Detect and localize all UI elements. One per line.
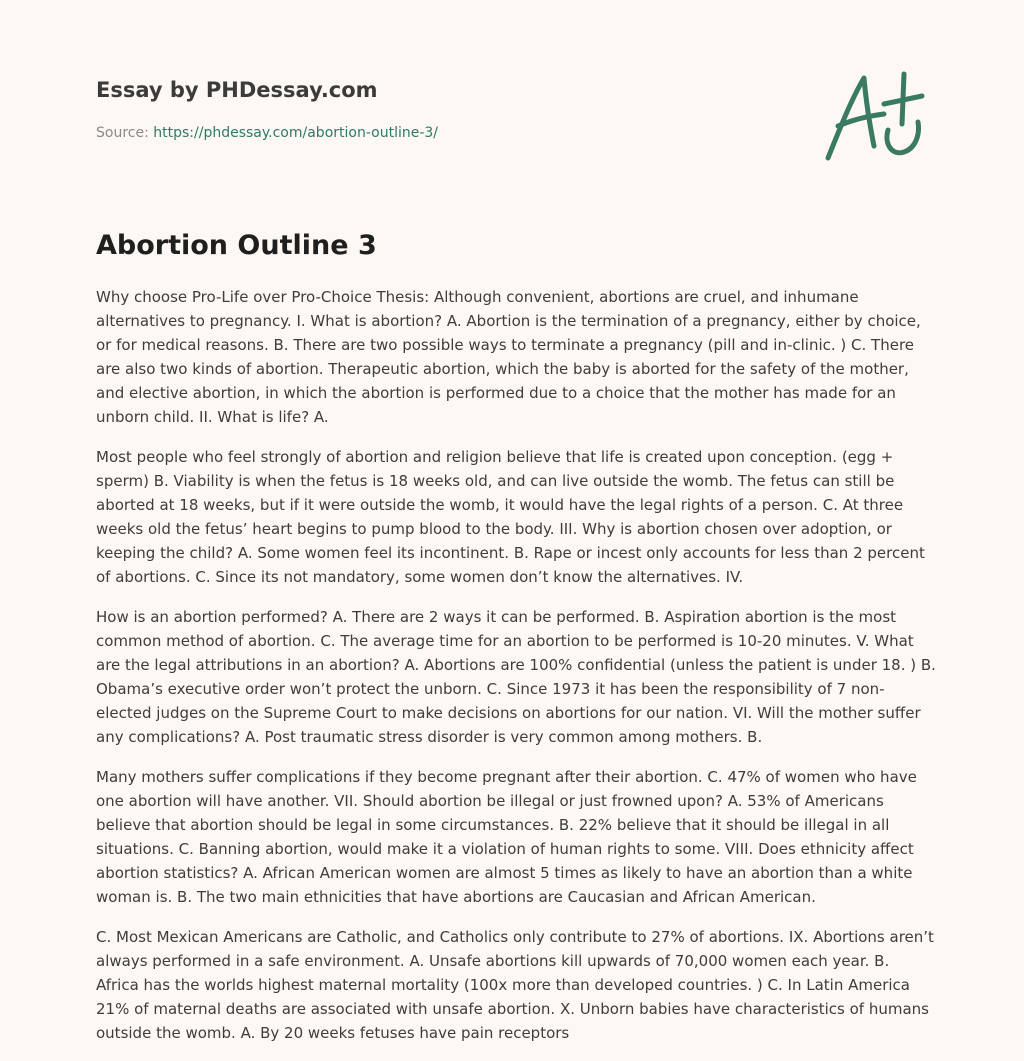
brand-title: Essay by PHDessay.com xyxy=(96,78,378,102)
essay-paragraph: Why choose Pro-Life over Pro-Choice Thesis: Although convenient, abortions are cruel, and inhumane alternatives to pregnancy. I. What is abortion? A. Abortion is the termination of a pregnancy, either by choice, or for medical reasons. B. There are two possible ways to terminate a pregnancy (pill and in-clinic. ) C. There are also two kinds of abortion. Therapeutic abortion, which the baby is aborted for the safety of the mother, and elective abortion, in which the abortion is performed due to a choice that the mother has made for an unborn child. II. What is life? A. xyxy=(96,288,921,426)
essay-paragraph: C. Most Mexican Americans are Catholic, and Catholics only contribute to 27% of abortions. IX. Abortions aren’t always performed in a safe environment. A. Unsafe abortions kill upwards of 70,000 women each year. B. Africa has the worlds highest maternal mortality (100x more than developed countries. ) C. In Latin America 21% of maternal deaths are associated with unsafe abortion. X. Unborn babies have characteristics of humans outside the womb. A. By 20 weeks fetuses have pain receptors xyxy=(96,928,934,1042)
essay-title: Abortion Outline 3 xyxy=(96,230,377,261)
essay-paragraph: How is an abortion performed? A. There are 2 ways it can be performed. B. Aspiration abortion is the most common method of abortion. C. The average time for an abortion to be performed is 10-20 minutes. V. What are the legal attributions in an abortion? A. Abortions are 100% confidential (unless the patient is under 18. ) B. Obama’s executive order won’t protect the unborn. C. Since 1973 it has been the responsibility of 7 non-elected judges on the Supreme Court to make decisions on abortions for our nation. VI. Will the mother suffer any complications? A. Post traumatic stress disorder is very common among mothers. B. xyxy=(96,608,936,746)
essay-header xyxy=(96,72,796,143)
a-plus-logo-icon xyxy=(818,64,930,168)
essay-body xyxy=(96,285,936,1061)
essay-paragraph: Most people who feel strongly of abortion and religion believe that life is created upon conception. (egg + sperm) B. Viability is when the fetus is 18 weeks old, and can live outside the womb. The fetus can still be aborted at 18 weeks, but if it were outside the womb, it would have the legal rights of a person. C. At three weeks old the fetus’ heart begins to pump blood to the body. III. Why is abortion chosen over adoption, or keeping the child? A. Some women feel its incontinent. B. Rape or incest only accounts for less than 2 percent of abortions. C. Since its not mandatory, some women don’t know the alternatives. IV. xyxy=(96,448,925,586)
source-label: Source: xyxy=(96,125,154,141)
source-link[interactable]: https://phdessay.com/abortion-outline-3/ xyxy=(153,125,439,141)
essay-paragraph: Many mothers suffer complications if they become pregnant after their abortion. C. 47% of women who have one abortion will have another. VII. Should abortion be illegal or just frowned upon? A. 53% of Americans believe that abortion should be legal in some circumstances. B. 22% believe that it should be illegal in all situations. C. Banning abortion, would make it a violation of human rights to some. VIII. Does ethnicity affect abortion statistics? A. African American women are almost 5 times as likely to have an abortion than a white woman is. B. The two main ethnicities that have abortions are Caucasian and African American. xyxy=(96,768,917,906)
source-line xyxy=(96,123,796,143)
